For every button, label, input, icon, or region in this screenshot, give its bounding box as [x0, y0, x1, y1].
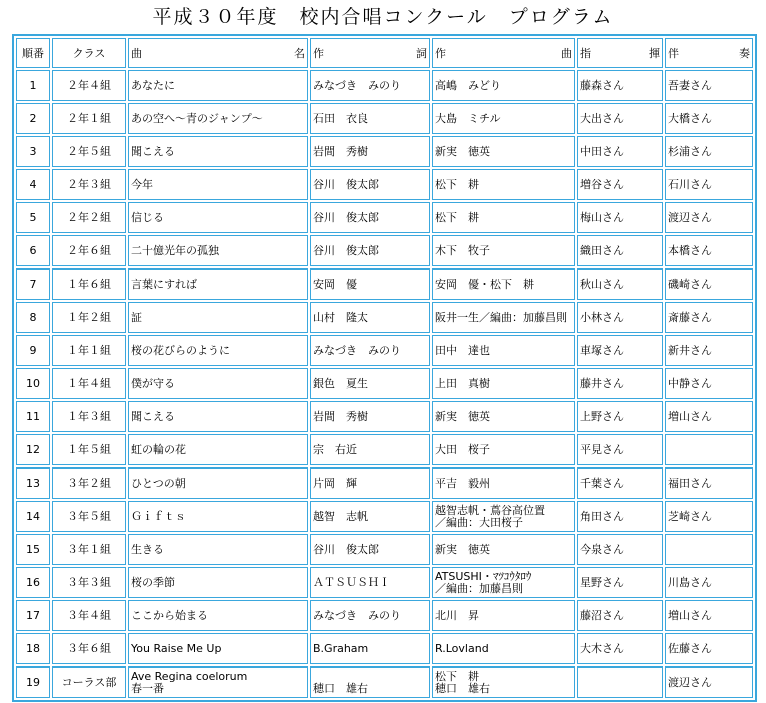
song-cell: 僕が守る — [128, 368, 308, 399]
composer-cell — [432, 501, 575, 532]
no-cell: 7 — [16, 268, 50, 300]
table-row — [16, 633, 753, 664]
class-cell: ３年４組 — [52, 600, 126, 631]
lyricist-cell: 谷川 俊太郎 — [310, 169, 430, 200]
table-row — [16, 235, 753, 266]
no-cell: 18 — [16, 633, 50, 664]
no-cell: 4 — [16, 169, 50, 200]
accompanist-cell — [665, 534, 753, 565]
composer-cell: 高嶋 みどり — [432, 70, 575, 101]
conductor-cell: 小林さん — [577, 302, 663, 333]
conductor-cell: 梅山さん — [577, 202, 663, 233]
accompanist-cell: 中静さん — [665, 368, 753, 399]
class-cell: ２年３組 — [52, 169, 126, 200]
table-row — [16, 70, 753, 101]
header-lyricist: 作 詞 — [310, 38, 430, 68]
composer-cell: 北川 昇 — [432, 600, 575, 631]
no-cell: 12 — [16, 434, 50, 465]
lyricist-cell-line — [313, 671, 427, 683]
conductor-cell: 大出さん — [577, 103, 663, 134]
page-title: 平成３０年度 校内合唱コンクール プログラム — [152, 6, 614, 28]
class-cell: ３年２組 — [52, 467, 126, 499]
conductor-cell: 車塚さん — [577, 335, 663, 366]
conductor-cell: 星野さん — [577, 567, 663, 598]
accompanist-cell: 川島さん — [665, 567, 753, 598]
table-row — [16, 401, 753, 432]
song-cell: You Raise Me Up — [128, 633, 308, 664]
table-row — [16, 169, 753, 200]
song-cell: 生きる — [128, 534, 308, 565]
lyricist-cell: 片岡 輝 — [310, 467, 430, 499]
song-cell: 桜の季節 — [128, 567, 308, 598]
accompanist-cell: 斎藤さん — [665, 302, 753, 333]
no-cell: 14 — [16, 501, 50, 532]
header-composer: 作 曲 — [432, 38, 575, 68]
table-row — [16, 368, 753, 399]
class-cell: ２年２組 — [52, 202, 126, 233]
composer-cell: 安岡 優・松下 耕 — [432, 268, 575, 300]
accompanist-cell: 佐藤さん — [665, 633, 753, 664]
class-cell: １年５組 — [52, 434, 126, 465]
lyricist-cell: 安岡 優 — [310, 268, 430, 300]
accompanist-cell: 大橋さん — [665, 103, 753, 134]
composer-cell: R.Lovland — [432, 633, 575, 664]
table-row — [16, 666, 753, 698]
table-row — [16, 467, 753, 499]
song-cell: あなたに — [128, 70, 308, 101]
lyricist-cell: みなづき みのり — [310, 600, 430, 631]
composer-cell: 新実 徳英 — [432, 401, 575, 432]
lyricist-cell: 谷川 俊太郎 — [310, 235, 430, 266]
table-row — [16, 335, 753, 366]
no-cell: 1 — [16, 70, 50, 101]
no-cell: 16 — [16, 567, 50, 598]
lyricist-cell: 石田 衣良 — [310, 103, 430, 134]
song-cell: 言葉にすれば — [128, 268, 308, 300]
song-cell: 虹の輪の花 — [128, 434, 308, 465]
song-cell — [128, 666, 308, 698]
accompanist-cell: 増山さん — [665, 401, 753, 432]
composer-cell — [432, 567, 575, 598]
table-row — [16, 534, 753, 565]
table-row — [16, 434, 753, 465]
class-cell: １年３組 — [52, 401, 126, 432]
accompanist-cell: 渡辺さん — [665, 666, 753, 698]
composer-cell: 田中 達也 — [432, 335, 575, 366]
no-cell: 19 — [16, 666, 50, 698]
composer-cell: 松下 耕 — [432, 202, 575, 233]
class-cell: ３年１組 — [52, 534, 126, 565]
table-row — [16, 501, 753, 532]
lyricist-cell: みなづき みのり — [310, 335, 430, 366]
no-cell: 9 — [16, 335, 50, 366]
song-cell-line: Ave Regina coelorum — [131, 669, 248, 683]
no-cell: 11 — [16, 401, 50, 432]
composer-cell: 大島 ミチル — [432, 103, 575, 134]
lyricist-cell-line: 穂口 雄右 — [313, 681, 368, 695]
lyricist-cell — [310, 666, 430, 698]
header-conductor: 指 揮 — [577, 38, 663, 68]
no-cell: 2 — [16, 103, 50, 134]
table-row — [16, 202, 753, 233]
program-table — [12, 34, 757, 702]
composer-cell: 大田 桜子 — [432, 434, 575, 465]
conductor-cell: 織田さん — [577, 235, 663, 266]
song-cell: 証 — [128, 302, 308, 333]
no-cell: 5 — [16, 202, 50, 233]
accompanist-cell — [665, 434, 753, 465]
class-cell: ３年６組 — [52, 633, 126, 664]
class-cell: ２年５組 — [52, 136, 126, 167]
composer-cell: 阪井一生／編曲：加藤昌則 — [432, 302, 575, 333]
class-cell: ２年４組 — [52, 70, 126, 101]
class-cell: １年１組 — [52, 335, 126, 366]
table-row — [16, 567, 753, 598]
conductor-cell: 藤井さん — [577, 368, 663, 399]
song-cell: 桜の花びらのように — [128, 335, 308, 366]
no-cell: 10 — [16, 368, 50, 399]
accompanist-cell: 芝崎さん — [665, 501, 753, 532]
accompanist-cell: 杉浦さん — [665, 136, 753, 167]
conductor-cell: 増谷さん — [577, 169, 663, 200]
accompanist-cell: 福田さん — [665, 467, 753, 499]
lyricist-cell: 谷川 俊太郎 — [310, 202, 430, 233]
no-cell: 15 — [16, 534, 50, 565]
conductor-cell: 秋山さん — [577, 268, 663, 300]
lyricist-cell: 岩間 秀樹 — [310, 136, 430, 167]
class-cell: ３年３組 — [52, 567, 126, 598]
conductor-cell: 角田さん — [577, 501, 663, 532]
conductor-cell: 藤森さん — [577, 70, 663, 101]
composer-cell-line: 越智志帆・蔦谷高位置 — [435, 503, 545, 517]
composer-cell: 新実 徳英 — [432, 136, 575, 167]
accompanist-cell: 石川さん — [665, 169, 753, 200]
accompanist-cell: 新井さん — [665, 335, 753, 366]
composer-cell: 上田 真樹 — [432, 368, 575, 399]
song-cell: Ｇｉｆｔｓ — [128, 501, 308, 532]
conductor-cell: 藤沼さん — [577, 600, 663, 631]
accompanist-cell: 吾妻さん — [665, 70, 753, 101]
header-no: 順番 — [16, 38, 50, 68]
song-cell: ここから始まる — [128, 600, 308, 631]
no-cell: 17 — [16, 600, 50, 631]
no-cell: 13 — [16, 467, 50, 499]
composer-cell: 木下 牧子 — [432, 235, 575, 266]
lyricist-cell: 宗 右近 — [310, 434, 430, 465]
class-cell: １年４組 — [52, 368, 126, 399]
composer-cell-line: ／編曲：大田桜子 — [435, 515, 523, 529]
conductor-cell: 中田さん — [577, 136, 663, 167]
lyricist-cell: B.Graham — [310, 633, 430, 664]
composer-cell-line: 松下 耕 — [435, 669, 479, 683]
class-cell: １年６組 — [52, 268, 126, 300]
conductor-cell: 平見さん — [577, 434, 663, 465]
conductor-cell: 千葉さん — [577, 467, 663, 499]
table-row — [16, 268, 753, 300]
lyricist-cell: 越智 志帆 — [310, 501, 430, 532]
accompanist-cell: 本橋さん — [665, 235, 753, 266]
program-rows — [16, 70, 753, 698]
accompanist-cell: 渡辺さん — [665, 202, 753, 233]
table-row — [16, 136, 753, 167]
no-cell: 8 — [16, 302, 50, 333]
song-cell: 聞こえる — [128, 136, 308, 167]
lyricist-cell: 銀色 夏生 — [310, 368, 430, 399]
lyricist-cell: 山村 隆太 — [310, 302, 430, 333]
accompanist-cell: 増山さん — [665, 600, 753, 631]
table-row — [16, 103, 753, 134]
composer-cell: 松下 耕 — [432, 169, 575, 200]
conductor-cell — [577, 666, 663, 698]
class-cell: ２年６組 — [52, 235, 126, 266]
conductor-cell: 今泉さん — [577, 534, 663, 565]
composer-cell-line: ATSUSHI・ﾏﾂｺｳﾀﾛｳ — [435, 569, 532, 583]
conductor-cell: 上野さん — [577, 401, 663, 432]
song-cell: 信じる — [128, 202, 308, 233]
composer-cell — [432, 666, 575, 698]
composer-cell-line: 穂口 雄右 — [435, 681, 490, 695]
table-row — [16, 302, 753, 333]
lyricist-cell: ＡＴＳＵＳＨＩ — [310, 567, 430, 598]
header-accompanist: 伴 奏 — [665, 38, 753, 68]
lyricist-cell: 岩間 秀樹 — [310, 401, 430, 432]
header-class: クラス — [52, 38, 126, 68]
class-cell: ３年５組 — [52, 501, 126, 532]
lyricist-cell: みなづき みのり — [310, 70, 430, 101]
no-cell: 6 — [16, 235, 50, 266]
table-row — [16, 600, 753, 631]
class-cell: コーラス部 — [52, 666, 126, 698]
accompanist-cell: 磯崎さん — [665, 268, 753, 300]
class-cell: １年２組 — [52, 302, 126, 333]
no-cell: 3 — [16, 136, 50, 167]
lyricist-cell: 谷川 俊太郎 — [310, 534, 430, 565]
song-cell-line: 春一番 — [131, 681, 164, 695]
composer-cell: 平吉 毅州 — [432, 467, 575, 499]
song-cell: ひとつの朝 — [128, 467, 308, 499]
song-cell: 今年 — [128, 169, 308, 200]
composer-cell-line: ／編曲：加藤昌則 — [435, 581, 523, 595]
header-row — [16, 38, 753, 68]
song-cell: 聞こえる — [128, 401, 308, 432]
class-cell: ２年１組 — [52, 103, 126, 134]
composer-cell: 新実 徳英 — [432, 534, 575, 565]
conductor-cell: 大木さん — [577, 633, 663, 664]
song-cell: 二十億光年の孤独 — [128, 235, 308, 266]
song-cell: あの空へ～青のジャンプ～ — [128, 103, 308, 134]
header-song: 曲 名 — [128, 38, 308, 68]
